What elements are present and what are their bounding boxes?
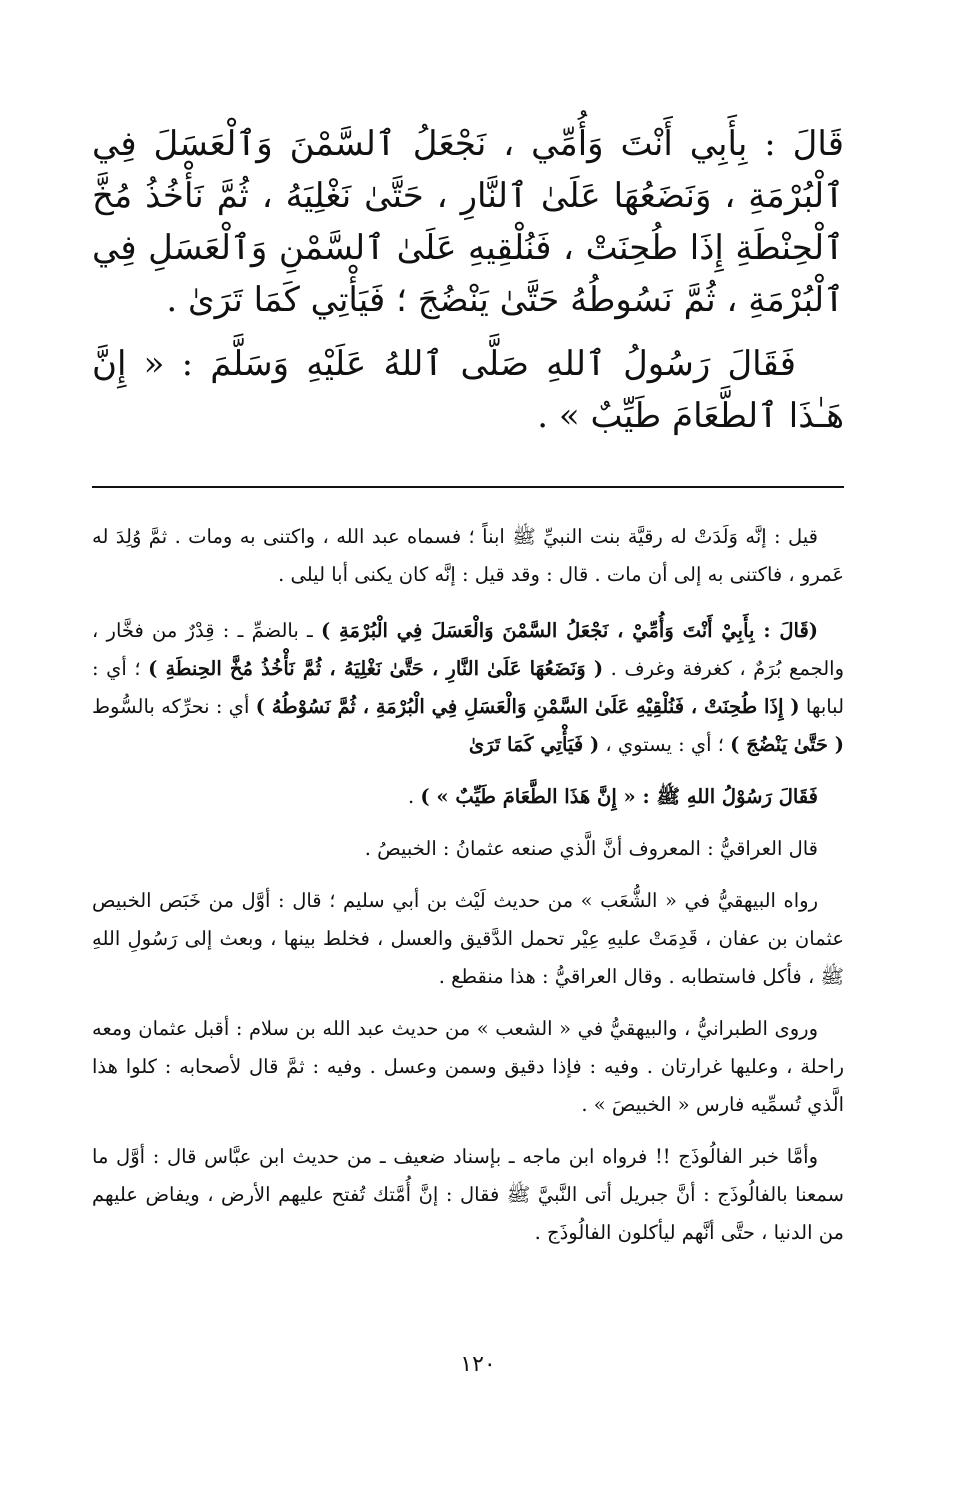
note-paragraph-4: قال العراقيُّ : المعروف أنَّ الَّذي صنعه عثمانُ : الخبيصُ . (364, 837, 818, 860)
note-paragraph-5: رواه البيهقيُّ في « الشُّعَب » من حديث لَيْث بن أبي سليم ؛ قال : أوَّل من خَبَص الخبيص عثمان بن عفان ، قَدِمَتْ عليهِ عِيْر تحمل الدَّقيق والعسل ، فخلط بينها ، وبعث إلى رَسُولِ اللهِ ﷺ ، فأكل فاستطابه . وقال العراقيُّ : هذا منقطع . (92, 889, 844, 988)
page-number: ١٢٠ (460, 1352, 496, 1377)
quoted-text: ( حَتَّىٰ يَنْضُجَ ) (730, 733, 844, 756)
commentary (92, 518, 844, 1252)
footnote-divider (92, 486, 844, 488)
note-paragraph-2 (92, 612, 844, 764)
quoted-text: ( فَيَأْتِي كَمَا تَرَىٰ (468, 733, 600, 756)
explanation-text: . (407, 785, 421, 808)
page-body (92, 118, 844, 1266)
explanation-text: ؛ أي : لبابها (92, 657, 845, 718)
main-paragraph-2: فَقَالَ رَسُولُ ٱللهِ صَلَّى ٱللهُ عَلَيْهِ وَسَلَّمَ : « إِنَّ هَـٰذَا ٱلطَّعَامَ طَيِّبٌ » . (92, 344, 844, 436)
note-paragraph-7: وأمَّا خبر الفالُوذَج !! فرواه ابن ماجه ـ بإسناد ضعيف ـ من حديث ابن عبَّاس قال : أوَّل ما سمعنا بالفالُوذَج : أنَّ جبريل أتى النَّبيَّ ﷺ فقال : إنَّ أُمَّتك تُفتح عليهم الأرض ، ويفاض عليهم من الدنيا ، حتَّى أنَّهم ليأكلون الفالُوذَج . (92, 1145, 844, 1244)
quoted-text: فَقَالَ رَسُوْلُ اللهِ ﷺ : « إِنَّ هَذَا الطَّعَامَ طَيِّبٌ » ) (420, 785, 818, 808)
main-text (92, 118, 844, 442)
quoted-text: (قَالَ : بِأَبِيْ أَنْتَ وَأُمِّيْ ، نَجْعَلُ السَّمْنَ وَالْعَسَلَ فِي الْبُرْمَةِ ) (320, 619, 819, 642)
main-paragraph-1: قَالَ : بِأَبِي أَنْتَ وَأُمِّي ، نَجْعَلُ ٱلسَّمْنَ وَٱلْعَسَلَ فِي ٱلْبُرْمَةِ ، وَنَضَعُهَا عَلَىٰ ٱلنَّارِ ، حَتَّىٰ نَغْلِيَهُ ، ثُمَّ نَأْخُذُ مُخَّ ٱلْحِنْطَةِ إِذَا طُحِنَتْ ، فَنُلْقِيهِ عَلَىٰ ٱلسَّمْنِ وَٱلْعَسَلِ فِي ٱلْبُرْمَةِ ، ثُمَّ نَسُوطُهُ حَتَّىٰ يَنْضُجَ ؛ فَيَأْتِي كَمَا تَرَىٰ . (92, 124, 844, 320)
explanation-text: ـ بالضمِّ ـ : قِدْرٌ من فخَّار ، والجمع بُرَمٌ ، كغرفة وغرف . (92, 619, 844, 680)
quoted-text: ( وَنَضَعُهَا عَلَىٰ النَّارِ ، حَتَّىٰ نَغْلِيَهُ ، ثُمَّ نَأْخُذُ مُخَّ الحِنطَةِ ) (148, 657, 604, 680)
explanation-text: أي : نحرِّكه بالسُّوط (92, 695, 256, 718)
quoted-text: ( إِذَا طُحِنَتْ ، فَنُلْقِيْهِ عَلَىٰ السَّمْنِ وَالْعَسَلِ فِي الْبُرْمَةِ ، ثُمَّ نَسُوْطُهُ ) (255, 695, 800, 718)
note-paragraph-6: وروى الطبرانيُّ ، والبيهقيُّ في « الشعب » من حديث عبد الله بن سلام : أقبل عثمان ومعه راحلة ، وعليها غرارتان . وفيه : فإذا دقيق وسمن وعسل . وفيه : ثمَّ قال لأصحابه : كلوا هذا الَّذي تُسمِّيه فارس « الخبيصَ » . (92, 1017, 844, 1116)
note-paragraph-1: قيل : إنَّه وَلَدَتْ له رقيَّة بنت النبيِّ ﷺ ابناً ؛ فسماه عبد الله ، واكتنى به ومات . ثمَّ وُلِدَ له عَمرو ، فاكتنى به إلى أن مات . قال : وقد قيل : إنَّه كان يكنى أبا ليلى . (92, 525, 844, 586)
explanation-text: ؛ أي : يستوي ، (599, 733, 731, 756)
note-paragraph-3 (92, 778, 844, 816)
